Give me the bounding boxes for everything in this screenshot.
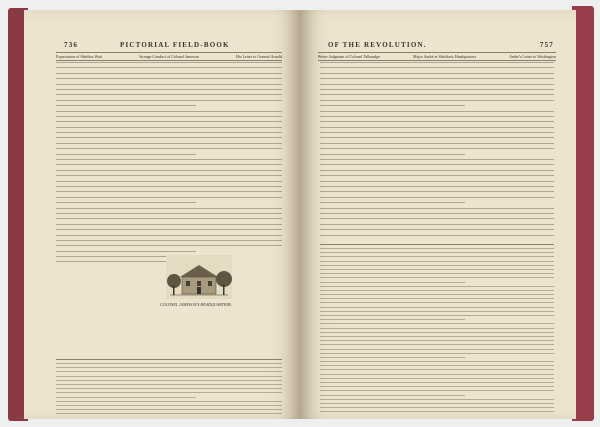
- right-subhead-1: Better Judgment of Colonel Tallmadge: [318, 54, 381, 59]
- text-line: [320, 175, 554, 176]
- text-line: [320, 218, 554, 219]
- text-line: [320, 164, 554, 165]
- text-line: [320, 248, 554, 249]
- left-subhead-1: Expectation of Sheldon Wait: [56, 54, 102, 59]
- text-line: [320, 323, 554, 324]
- text-line: [320, 319, 465, 320]
- text-line: [320, 378, 554, 379]
- text-line: [56, 121, 282, 122]
- text-line: [320, 121, 554, 122]
- text-line: [320, 143, 554, 144]
- text-line: [320, 137, 554, 138]
- text-line: [320, 344, 554, 345]
- text-line: [320, 132, 554, 133]
- left-page-number: 736: [64, 41, 79, 49]
- text-line: [56, 213, 282, 214]
- text-line: [320, 229, 554, 230]
- right-subheads: [318, 52, 556, 61]
- text-line: [56, 409, 282, 410]
- text-line: [56, 218, 282, 219]
- text-line: [56, 127, 282, 128]
- text-line: [56, 363, 282, 364]
- text-line: [56, 73, 282, 74]
- text-line: [56, 62, 282, 63]
- text-line: [56, 235, 282, 236]
- text-line: [320, 411, 554, 412]
- text-line: [56, 392, 282, 393]
- text-line: [56, 186, 282, 187]
- right-body-text: [320, 62, 554, 240]
- left-footnote-rule: [56, 359, 282, 360]
- text-line: [320, 73, 554, 74]
- text-line: [320, 116, 554, 117]
- text-line: [56, 94, 282, 95]
- text-line: [320, 100, 554, 101]
- text-line: [320, 265, 554, 266]
- text-line: [320, 298, 554, 299]
- text-line: [320, 78, 554, 79]
- text-line: [56, 175, 282, 176]
- text-line: [320, 170, 554, 171]
- text-line: [320, 340, 554, 341]
- text-line: [56, 154, 196, 155]
- text-line: [320, 208, 554, 209]
- text-line: [56, 413, 282, 414]
- text-line: [320, 390, 554, 391]
- text-line: [56, 197, 282, 198]
- right-page: [300, 10, 576, 419]
- text-line: [56, 181, 282, 182]
- left-subheads: [56, 52, 282, 61]
- text-line: [320, 213, 554, 214]
- text-line: [320, 286, 554, 287]
- left-footnotes: [56, 363, 282, 417]
- text-line: [320, 89, 554, 90]
- text-line: [56, 240, 282, 241]
- text-line: [320, 67, 554, 68]
- text-line: [320, 395, 465, 396]
- text-line: [320, 374, 554, 375]
- text-line: [56, 397, 196, 398]
- text-line: [320, 382, 554, 383]
- text-line: [56, 116, 282, 117]
- text-line: [320, 105, 465, 106]
- text-line: [56, 224, 282, 225]
- text-line: [56, 78, 282, 79]
- text-line: [320, 224, 554, 225]
- right-running-title: OF THE REVOLUTION.: [328, 41, 427, 49]
- text-line: [56, 137, 282, 138]
- text-line: [320, 252, 554, 253]
- text-line: [320, 235, 554, 236]
- text-line: [320, 328, 554, 329]
- text-line: [56, 367, 282, 368]
- text-line: [56, 105, 196, 106]
- text-line: [56, 380, 282, 381]
- text-line: [320, 315, 554, 316]
- text-line: [320, 94, 554, 95]
- text-line: [56, 251, 196, 252]
- text-line: [320, 273, 554, 274]
- text-line: [56, 401, 282, 402]
- left-page: [24, 10, 300, 419]
- text-line: [320, 159, 554, 160]
- text-line: [56, 245, 282, 246]
- text-line: [56, 148, 282, 149]
- text-line: [320, 202, 465, 203]
- text-line: [320, 386, 554, 387]
- text-line: [320, 277, 554, 278]
- text-line: [56, 208, 282, 209]
- text-line: [56, 84, 282, 85]
- text-line: [320, 311, 554, 312]
- left-body-text: [56, 62, 282, 267]
- left-subhead-3: His Letter to General Arnold: [235, 54, 282, 59]
- text-line: [320, 407, 554, 408]
- right-subhead-2: Major André at Sheldon's Headquarters: [413, 54, 477, 59]
- text-line: [320, 282, 465, 283]
- text-line: [320, 186, 554, 187]
- text-line: [56, 376, 282, 377]
- text-line: [56, 371, 282, 372]
- text-line: [56, 202, 196, 203]
- text-line: [56, 67, 282, 68]
- text-line: [320, 261, 554, 262]
- right-footnotes: [320, 248, 554, 416]
- text-line: [320, 181, 554, 182]
- text-line: [56, 132, 282, 133]
- text-line: [56, 229, 282, 230]
- left-subhead-2: Strange Conduct of Colonel Jameson: [139, 54, 199, 59]
- text-line: [320, 84, 554, 85]
- right-page-number: 757: [539, 41, 554, 49]
- text-line: [320, 399, 554, 400]
- text-line: [320, 62, 554, 63]
- text-line: [56, 111, 282, 112]
- headquarters-engraving: [166, 255, 232, 299]
- left-running-title: PICTORIAL FIELD-BOOK: [120, 41, 230, 49]
- text-line: [320, 307, 554, 308]
- text-line: [320, 111, 554, 112]
- text-line: [320, 290, 554, 291]
- text-line: [320, 361, 554, 362]
- text-line: [320, 369, 554, 370]
- text-line: [56, 170, 282, 171]
- illustration-caption: COLONEL JAMESON'S HEADQUARTERS.: [160, 302, 232, 307]
- text-line: [320, 256, 554, 257]
- text-line: [56, 159, 282, 160]
- text-line: [320, 349, 554, 350]
- text-line: [320, 353, 554, 354]
- text-line: [320, 365, 554, 366]
- text-line: [56, 143, 282, 144]
- text-line: [320, 357, 465, 358]
- text-line: [320, 269, 554, 270]
- text-line: [320, 302, 554, 303]
- text-line: [320, 332, 554, 333]
- text-line: [320, 148, 554, 149]
- text-line: [56, 100, 282, 101]
- text-line: [320, 154, 465, 155]
- text-line: [56, 388, 282, 389]
- right-subhead-3: André's Letter to Washington: [509, 54, 556, 59]
- text-line: [56, 164, 282, 165]
- text-line: [320, 336, 554, 337]
- text-line: [320, 127, 554, 128]
- text-line: [56, 405, 282, 406]
- text-line: [320, 403, 554, 404]
- right-footnote-rule: [320, 244, 554, 245]
- text-line: [56, 384, 282, 385]
- text-line: [320, 294, 554, 295]
- text-line: [56, 191, 282, 192]
- text-line: [320, 191, 554, 192]
- text-line: [56, 89, 282, 90]
- text-line: [320, 197, 554, 198]
